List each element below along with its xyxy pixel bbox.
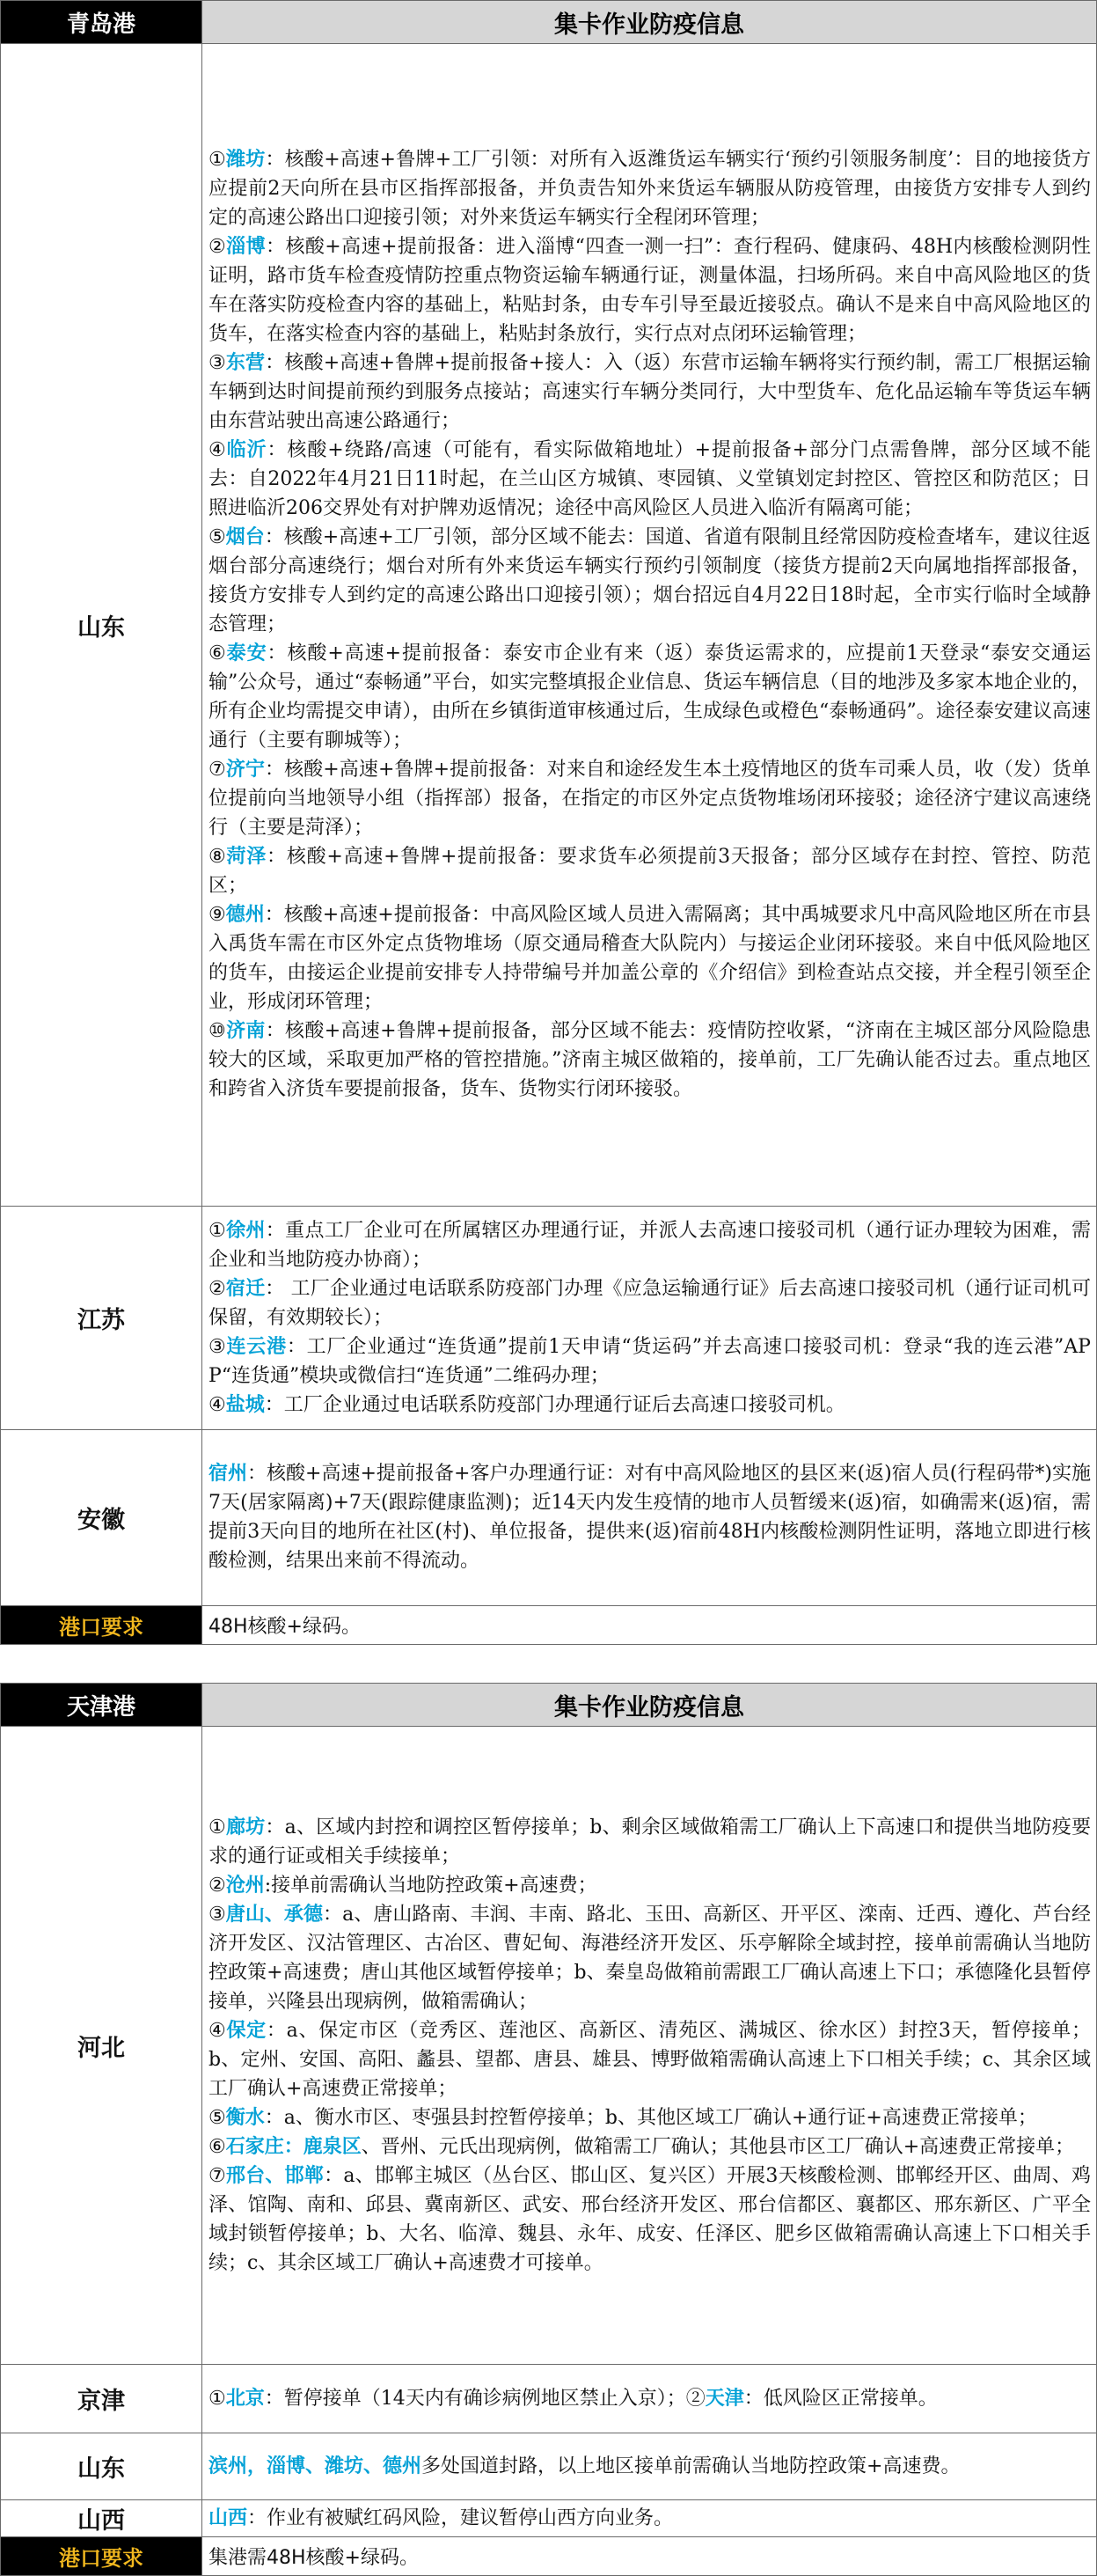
city-name: 菏泽 (226, 845, 267, 868)
entry-linyi: ④临沂：核酸+绕路/高速（可能有，看实际做箱地址）+提前报备+部分门点需鲁牌，部分区域不能去：自2022年4月21日11时起，在兰山区方城镇、枣园镇、义堂镇划定封控区、管控区和防范区；日照进临沂206交界处有对护牌劝返情况；途径中高风险区人员进入临沂有隔离可能； (208, 438, 1091, 519)
entry-taian: ⑥泰安：核酸+高速+提前报备：泰安市企业有来（返）泰货运需求的，应提前1天登录“泰安交通运输”公众号，通过“泰畅通”平台，如实完整填报企业信息、货运车辆信息（目的地涉及多家本地企业的，所有企业均需提交申请），由所在乡镇街道审核通过后，生成绿色或橙色“泰畅通码”。途径泰安建议高速通行（主要有聊城等）； (208, 642, 1091, 752)
entry-yancheng: ④盐城：工厂企业通过电话联系防疫部门办理通行证后去高速口接驳司机。 (208, 1392, 845, 1416)
city-name: 临沂 (226, 438, 267, 461)
city-name: 烟台 (225, 525, 265, 548)
city-name: 宿迁 (225, 1276, 266, 1300)
entry-shandong-cities: 滨州，淄博、潍坊、德州多处国道封路，以上地区接单前需确认当地防控政策+高速费。 (208, 2454, 961, 2477)
entry-weifang: ①潍坊：核酸+高速+鲁牌+工厂引领：对所有入返潍货运车辆实行‘预约引领服务制度’：目的地接货方应提前2天向所在县市区指挥部报备，并负责告知外来货运车辆服从防疫管理，由接货方安排专人到约定的高速公路出口迎接引领；对外来货运车辆实行全程闭环管理； (208, 148, 1091, 229)
region-hebei: 河北 (1, 1727, 202, 2365)
entry-xingtai-handan: ⑦邢台、邯郸：a、邯郸主城区（丛台区、邯山区、复兴区）开展3天核酸检测、邯郸经开区、曲周、鸡泽、馆陶、南和、邱县、冀南新区、武安、邢台经济开发区、邢台信都区、襄都区、邢东新区、广平全域封锁暂停接单；b、大名、临漳、魏县、永年、成安、任泽区、肥乡区做箱需确认高速上下口相关手续；c、其余区域工厂确认+高速费才可接单。 (208, 2163, 1091, 2274)
entry-jining: ⑦济宁：核酸+高速+鲁牌+提前报备：对来自和途经发生本土疫情地区的货车司乘人员，收（发）货单位提前向当地领导小组（指挥部）报备，在指定的市区外定点货物堆场闭环接驳；途径济宁建议高速绕行（主要是菏泽）； (208, 758, 1091, 839)
city-name: 德州 (225, 903, 265, 926)
city-name: 北京 (225, 2386, 265, 2410)
city-name: 保定 (226, 2018, 267, 2042)
region-shanxi: 山西 (1, 2500, 202, 2537)
city-name: 山西 (208, 2506, 248, 2529)
entry-dezhou: ⑨德州：核酸+高速+提前报备：中高风险区域人员进入需隔离；其中禹城要求凡中高风险地区所在市县入禹货车需在市区外定点货物堆场（原交通局稽查大队院内）与接运企业闭环接驳。来自中低风险地区的货车，由接运企业提前安排专人持带编号并加盖公章的《介绍信》到检查站点交接，并全程引领至企业，形成闭环管理； (208, 903, 1091, 1013)
entry-baoding: ④保定：a、保定市区（竞秀区、莲池区、高新区、清苑区、满城区、徐水区）封控3天，暂停接单；b、定州、安国、高阳、蠡县、望都、唐县、雄县、博野做箱需确认高速上下口相关手续；c、其余区域工厂确认+高速费正常接单； (208, 2018, 1091, 2100)
entry-langfang: ①廊坊：a、区域内封控和调控区暂停接单；b、剩余区域做箱需工厂确认上下高速口和提供当地防疫要求的通行证或相关手续接单； (208, 1815, 1091, 1868)
city-name: 徐州 (226, 1218, 266, 1242)
region-jiangsu: 江苏 (1, 1207, 202, 1430)
region-content-jingjin (202, 2365, 1097, 2433)
city-name: 宿州 (208, 1462, 248, 1485)
city-name: 沧州 (225, 1873, 265, 1897)
city-name: 邢台、邯郸 (225, 2163, 325, 2187)
region-anhui: 安徽 (1, 1430, 202, 1606)
entry-dongying: ③东营：核酸+高速+鲁牌+提前报备+接人：入（返）东营市运输车辆将实行预约制，需工厂根据运输车辆到达时间提前预约到服务点接站；高速实行车辆分类同行，大中型货车、危化品运输车等货运车辆由东营站驶出高速公路通行； (208, 351, 1091, 432)
section-spacer (0, 1648, 1097, 1683)
region-content-hebei (202, 1727, 1097, 2365)
region-shandong: 山东 (1, 44, 202, 1207)
entry-shanxi: 山西：作业有被赋红码风险，建议暂停山西方向业务。 (208, 2506, 674, 2529)
region-content-shanxi (202, 2500, 1097, 2537)
entry-hengshui: ⑤衡水：a、衡水市区、枣强县封控暂停接单；b、其他区域工厂确认+通行证+高速费正常接单； (208, 2105, 1037, 2129)
entry-jinan: ⑩济南：核酸+高速+鲁牌+提前报备，部分区域不能去：疫情防控收紧，“济南在主城区部分风险隐患较大的区域，采取更加严格的管控措施。”济南主城区做箱的，接单前，工厂先确认能否过去。重点地区和跨省入济货车要提前报备，货车、货物实行闭环接驳。 (208, 1019, 1091, 1100)
entry-yantai: ⑤烟台：核酸+高速+工厂引领，部分区域不能去：国道、省道有限制且经常因防疫检查堵车，建议往返烟台部分高速绕行；烟台对所有外来货运车辆实行预约引领制度（接货方提前2天向属地指挥部报备，接货方安排专人到约定的高速公路出口迎接引领）；烟台招远自4月22日18时起，全市实行临时全域静态管理； (208, 525, 1091, 635)
city-name: 衡水 (225, 2105, 265, 2129)
city-name: 淄博 (226, 235, 267, 258)
entry-heze: ⑧菏泽：核酸+高速+鲁牌+提前报备：要求货车必须提前3天报备；部分区域存在封控、管控、防范区； (208, 845, 1091, 897)
entry-zibo: ②淄博：核酸+高速+提前报备：进入淄博“四查一测一扫”：查行程码、健康码、48H内核酸检测阴性证明，路市货车检查疫情防控重点物资运输车辆通行证，测量体温，扫场所码。来自中高风险地区的货车在落实防疫检查内容的基础上，粘贴封条，由专车引导至最近接驳点。确认不是来自中高风险地区的货车，在落实检查内容的基础上，粘贴封条放行，实行点对点闭环运输管理； (208, 235, 1091, 345)
city-name: 连云港 (226, 1334, 287, 1358)
region-content-shandong (202, 44, 1097, 1207)
region-content-shandong-tj (202, 2433, 1097, 2500)
region-jingjin: 京津 (1, 2365, 202, 2433)
port-requirement-label-tianjin: 港口要求 (1, 2537, 202, 2576)
city-name: 东营 (225, 351, 266, 374)
city-name: 济南 (226, 1019, 266, 1042)
entry-lianyungang: ③连云港：工厂企业通过“连货通”提前1天申请“货运码”并去高速口接驳司机：登录“我的连云港”APP“连货通”模块或微信扫“连货通”二维码办理； (208, 1334, 1091, 1387)
entry-cangzhou: ②沧州:接单前需确认当地防控政策+高速费； (208, 1873, 597, 1897)
city-name: 济宁 (225, 758, 265, 781)
city-name: 廊坊 (225, 1815, 266, 1838)
entry-tangshan-chengde: ③唐山、承德：a、唐山路南、丰润、丰南、路北、玉田、高新区、开平区、滦南、迁西、遵化、芦台经济开发区、汉沽管理区、古冶区、曹妃甸、海港经济开发区、乐亭解除全域封控，接单前需确认当地防控政策+高速费；唐山其他区域暂停接单；b、秦皇岛做箱前需跟工厂确认高速上下口；承德隆化县暂停接单，兴隆县出现病例，做箱需确认； (208, 1902, 1091, 2013)
entry-shijiazhuang: ⑥石家庄：鹿泉区、晋州、元氏出现病例，做箱需工厂确认；其他县市区工厂确认+高速费正常接单； (208, 2134, 1075, 2158)
section-header-qingdao: 集卡作业防疫信息 (202, 1, 1097, 44)
city-name: 滨州，淄博、潍坊、德州 (208, 2454, 422, 2477)
port-name-tianjin: 天津港 (1, 1684, 202, 1727)
port-requirement-text-tianjin: 集港需48H核酸+绿码。 (202, 2537, 1097, 2576)
region-content-anhui (202, 1430, 1097, 1606)
port-requirement-text-qingdao: 48H核酸+绿码。 (202, 1606, 1097, 1645)
entry-xuzhou: ①徐州：重点工厂企业可在所属辖区办理通行证，并派人去高速口接驳司机（通行证办理较为困难，需企业和当地防疫办协商）； (208, 1218, 1091, 1271)
entry-beijing-tianjin: ①北京：暂停接单（14天内有确诊病例地区禁止入京）；②天津：低风险区正常接单。 (208, 2386, 938, 2410)
port-name-qingdao: 青岛港 (1, 1, 202, 44)
city-name: 石家庄：鹿泉区 (225, 2134, 362, 2158)
tianjin-table (0, 1683, 1097, 2576)
region-content-jiangsu (202, 1207, 1097, 1430)
city-name: 唐山、承德 (225, 1902, 324, 1926)
region-shandong-tj: 山东 (1, 2433, 202, 2500)
city-name: 盐城 (225, 1392, 265, 1416)
port-requirement-label-qingdao: 港口要求 (1, 1606, 202, 1645)
city-name: 潍坊 (225, 148, 266, 171)
section-header-tianjin: 集卡作业防疫信息 (202, 1684, 1097, 1727)
entry-suqian: ②宿迁： 工厂企业通过电话联系防疫部门办理《应急运输通行证》后去高速口接驳司机（通行证司机可保留，有效期较长）； (208, 1276, 1091, 1329)
city-name: 泰安 (226, 642, 267, 664)
city-name: 天津 (705, 2386, 744, 2410)
entry-suzhou: 宿州：核酸+高速+提前报备+客户办理通行证：对有中高风险地区的县区来(返)宿人员(行程码带*)实施7天(居家隔离)+7天(跟踪健康监测)；近14天内发生疫情的地市人员暂缓来(返)宿，如确需来(返)宿，需提前3天向目的地所在社区(村)、单位报备，提供来(返)宿前48H内核酸检测阴性证明，落地立即进行核酸检测，结果出来前不得流动。 (208, 1462, 1091, 1572)
